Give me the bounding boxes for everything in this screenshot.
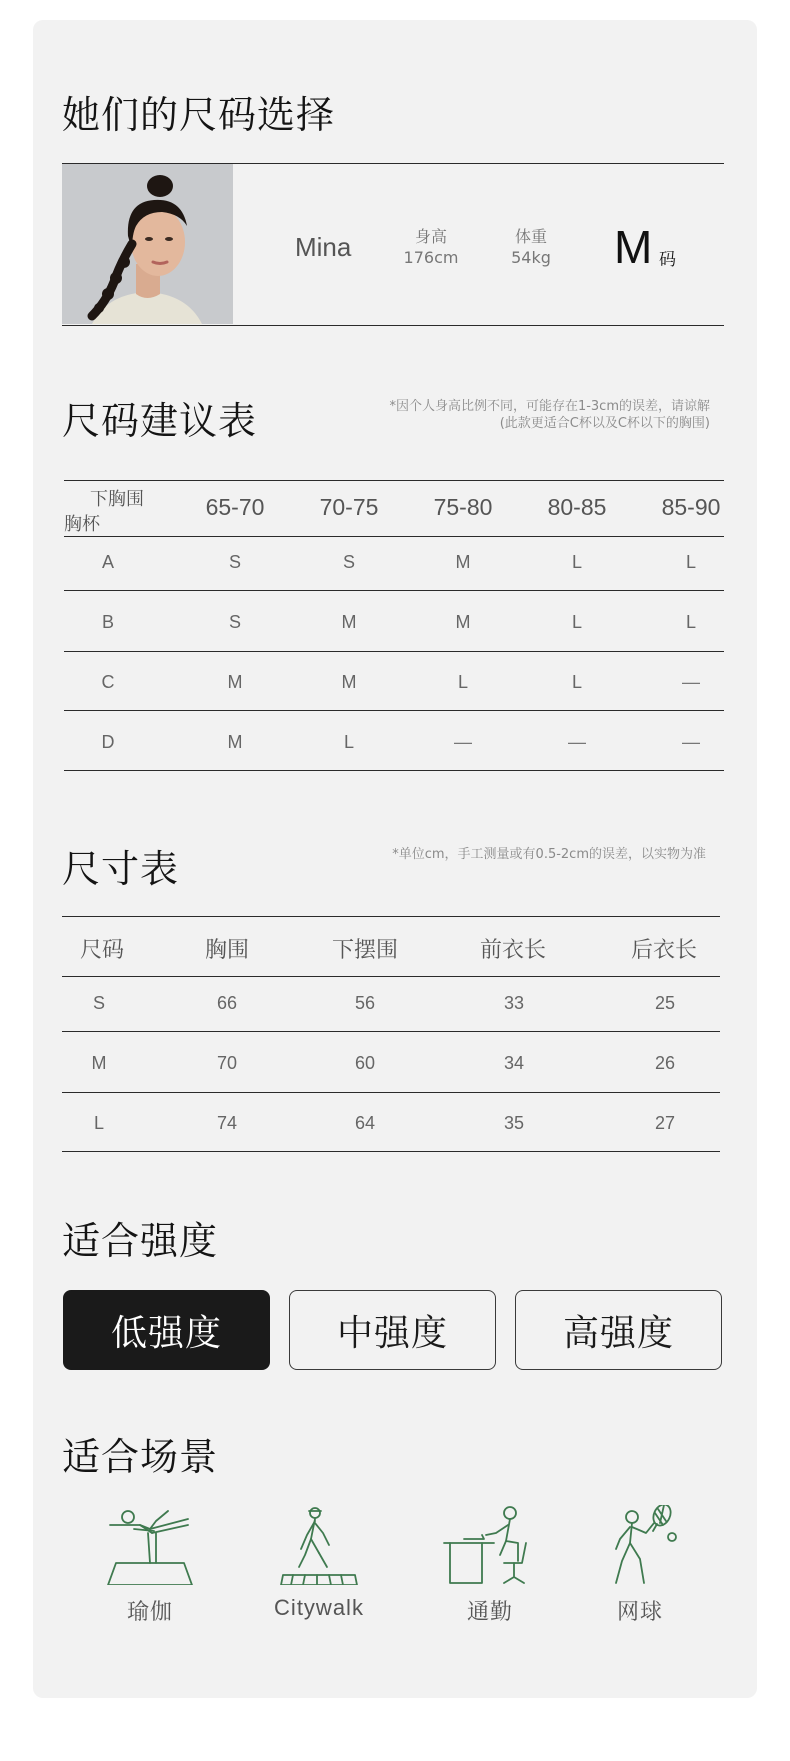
advice-cell: M — [227, 672, 243, 692]
measure-section-title: 尺寸表 — [62, 847, 180, 891]
advice-row-cup: C — [101, 672, 115, 692]
scene-label: 瑜伽 — [126, 1599, 173, 1624]
measure-cell: 66 — [216, 993, 238, 1013]
measure-cell: 34 — [503, 1053, 525, 1073]
divider — [62, 1151, 720, 1152]
intensity-section-title: 适合强度 — [62, 1219, 219, 1263]
advice-col-header: 85-90 — [661, 494, 721, 520]
corner-label-cup: 胸杯 — [64, 514, 100, 535]
advice-cell: M — [341, 672, 357, 692]
measure-cell: 27 — [654, 1113, 676, 1133]
advice-cell: L — [685, 552, 696, 572]
advice-row-cup: A — [101, 552, 114, 572]
measure-cell: 64 — [354, 1113, 376, 1133]
measure-cell: 56 — [354, 993, 376, 1013]
height-stat — [398, 226, 464, 268]
model-name: Mina — [295, 232, 352, 262]
scene-citywalk — [259, 1505, 379, 1621]
measure-col-header: 前衣长 — [479, 937, 546, 962]
scene-label: 通勤 — [466, 1599, 513, 1624]
advice-cell: — — [682, 732, 700, 752]
weight-stat — [500, 226, 562, 268]
scene-commute — [430, 1505, 550, 1626]
advice-cell: — — [454, 732, 472, 752]
advice-cell: — — [682, 672, 700, 692]
model-size-unit: 码 — [659, 250, 676, 270]
intensity-high-button[interactable]: 高强度 — [515, 1290, 722, 1370]
measure-cell: 35 — [503, 1113, 525, 1133]
scene-label: Citywalk — [274, 1595, 364, 1620]
advice-cell: M — [227, 732, 243, 752]
advice-row-cup: B — [101, 612, 114, 632]
height-label: 身高 — [414, 227, 447, 246]
advice-section-title: 尺码建议表 — [62, 399, 258, 443]
advice-cell: L — [571, 552, 582, 572]
scene-label: 网球 — [616, 1599, 663, 1624]
divider — [64, 770, 724, 771]
measure-cell: 25 — [654, 993, 676, 1013]
divider — [62, 1092, 720, 1093]
measure-cell: 60 — [354, 1053, 376, 1073]
divider — [62, 916, 720, 917]
measure-cell: M — [91, 1053, 107, 1073]
measure-cell: L — [93, 1113, 104, 1133]
advice-row-cup: D — [101, 732, 115, 752]
model-portrait-image — [62, 164, 233, 324]
model-photo — [62, 164, 233, 324]
measure-col-header: 后衣长 — [630, 937, 697, 962]
measure-cell: 74 — [216, 1113, 238, 1133]
height-value: 176cm — [403, 248, 459, 267]
commute-desk-icon — [440, 1505, 540, 1585]
model-size: M — [614, 221, 653, 273]
weight-value: 54kg — [511, 248, 551, 267]
advice-cell: L — [343, 732, 354, 752]
advice-cell: M — [341, 612, 357, 632]
divider — [64, 590, 724, 591]
divider — [62, 325, 724, 326]
advice-col-header: 75-80 — [433, 494, 493, 520]
measure-cell: 70 — [216, 1053, 238, 1073]
advice-col-header: 70-75 — [319, 494, 379, 520]
divider — [64, 480, 724, 481]
divider — [64, 536, 724, 537]
intensity-low-button[interactable]: 低强度 — [63, 1290, 270, 1370]
yoga-icon — [100, 1505, 200, 1585]
advice-note — [389, 398, 710, 432]
advice-cell: L — [571, 672, 582, 692]
divider — [64, 710, 724, 711]
measure-cell: 26 — [654, 1053, 676, 1073]
advice-cell: M — [455, 612, 471, 632]
advice-col-header: 65-70 — [205, 494, 265, 520]
scene-tennis — [580, 1505, 700, 1626]
measure-col-header: 胸围 — [204, 937, 249, 962]
walking-icon — [269, 1505, 369, 1585]
divider — [62, 976, 720, 977]
measure-col-header: 尺码 — [79, 937, 124, 962]
advice-cell: L — [457, 672, 468, 692]
measure-col-header: 下摆围 — [331, 937, 398, 962]
advice-cell: S — [228, 612, 241, 632]
advice-cell: S — [342, 552, 355, 572]
advice-cell: L — [571, 612, 582, 632]
scene-yoga — [90, 1505, 210, 1626]
advice-cell: — — [568, 732, 586, 752]
measure-cell: 33 — [503, 993, 525, 1013]
advice-cell: L — [685, 612, 696, 632]
divider — [64, 651, 724, 652]
model-section-title: 她们的尺码选择 — [62, 93, 336, 137]
advice-cell: M — [455, 552, 471, 572]
advice-cell: S — [228, 552, 241, 572]
scene-section-title: 适合场景 — [62, 1435, 219, 1479]
tennis-icon — [590, 1505, 690, 1585]
advice-note-line2: (此款更适合C杯以及C杯以下的胸围) — [499, 416, 710, 431]
advice-note-line1: *因个人身高比例不同，可能存在1-3cm的误差，请谅解 — [389, 399, 710, 414]
weight-label: 体重 — [514, 227, 547, 246]
measure-cell: S — [92, 993, 105, 1013]
measure-note: *单位cm，手工测量或有0.5-2cm的误差，以实物为准 — [392, 847, 706, 862]
divider — [62, 1031, 720, 1032]
advice-col-header: 80-85 — [547, 494, 607, 520]
intensity-medium-button[interactable]: 中强度 — [289, 1290, 496, 1370]
corner-label-underbust: 下胸围 — [90, 489, 144, 510]
